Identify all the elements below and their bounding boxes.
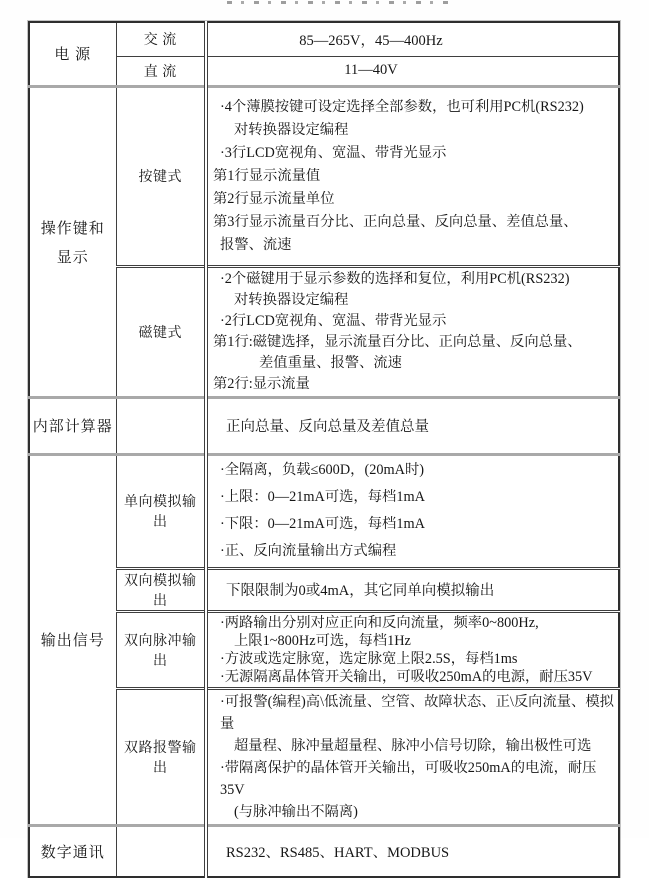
- subtype-cell-calculator-empty: [116, 397, 206, 454]
- spec-line: ·无源隔离晶体管开关输出，可吸收250mA的电源，耐压35V: [220, 668, 593, 685]
- subtype-label-ac: 交 流: [143, 33, 177, 49]
- category-cell-output: [29, 454, 116, 825]
- spec-line: 第1行显示流量值: [213, 167, 321, 184]
- value-ac: 85—265V，45—400Hz: [299, 32, 443, 49]
- spec-line: 上限1~800Hz可选，每档1Hz: [234, 632, 411, 649]
- category-cell-operation: [29, 86, 116, 397]
- spec-line: ·2行LCD宽视角、宽温、带背光显示: [220, 312, 447, 329]
- category-cell-calculator: [29, 397, 116, 454]
- magnetic-description: [209, 269, 617, 395]
- subtype-cell-alarm-dual: [116, 688, 206, 825]
- subtype-cell-analog-dual: [116, 568, 206, 611]
- category-label-comm: 数字通讯: [40, 844, 105, 861]
- subtype-cell-ac: [116, 22, 206, 56]
- subtype-label-alarm-dual: 双路报警输出: [124, 740, 197, 776]
- value-cell-analog-single: [206, 454, 619, 568]
- value-cell-analog-dual: [206, 568, 619, 611]
- spec-table: [28, 21, 620, 878]
- value-analog-dual: 下限限制为0或4mA，其它同单向模拟输出: [226, 583, 495, 599]
- comm-row: [29, 825, 619, 877]
- operation-magnetic-row: [29, 266, 619, 397]
- spec-line: 第3行显示流量百分比、正向总量、反向总量、差值总量、: [213, 213, 578, 230]
- subtype-cell-analog-single: [116, 454, 206, 568]
- spec-line: ·带隔离保护的晶体管开关输出，可吸收250mA的电流，耐压35V: [220, 759, 597, 798]
- spec-line: ·3行LCD宽视角、宽温、带背光显示: [220, 144, 447, 161]
- spec-line: ·方波或选定脉宽，选定脉宽上限2.5S，每档1ms: [220, 650, 518, 667]
- output-analog-single-row: [29, 454, 619, 568]
- subtype-label-analog-dual: 双向模拟输出: [124, 573, 197, 609]
- value-cell-pulse-dual: [206, 611, 619, 688]
- calculator-row: [29, 397, 619, 454]
- spec-line: ·2个磁键用于显示参数的选择和复位，利用PC机(RS232): [220, 270, 570, 287]
- spec-line: 第2行显示流量单位: [213, 190, 335, 207]
- value-cell-magnetic: [206, 266, 619, 397]
- spec-line: 对转换器设定编程: [234, 121, 349, 138]
- spec-line: 差值重量、报警、流速: [259, 354, 402, 371]
- operation-button-row: [29, 86, 619, 266]
- value-cell-calculator: [206, 397, 619, 454]
- spec-line: ·4个薄膜按键可设定选择全部参数，也可利用PC机(RS232): [220, 98, 584, 115]
- pulse-dual-description: [209, 614, 617, 686]
- value-calculator: 正向总量、反向总量及差值总量: [226, 419, 429, 435]
- spec-line: 第2行:显示流量: [213, 375, 310, 392]
- value-dc: 11—40V: [344, 62, 398, 78]
- category-label-operation-line2: 显示: [56, 249, 89, 266]
- spec-line: ·上限：0—21mA可选，每档1mA: [220, 489, 425, 505]
- subtype-cell-pulse-dual: [116, 611, 206, 688]
- spec-line: ·可报警(编程)高\低流量、空管、故障状态、正\反向流量、模拟量: [220, 693, 614, 732]
- subtype-cell-magnetic: [116, 266, 206, 397]
- subtype-cell-dc: [116, 56, 206, 86]
- spec-line: ·两路输出分别对应正向和反向流量，频率0~800Hz,: [220, 614, 539, 631]
- value-cell-comm: [206, 825, 619, 877]
- spec-line: 第1行:磁键选择，显示流量百分比、正向总量、反向总量、: [213, 333, 582, 350]
- subtype-label-button: 按键式: [138, 170, 182, 185]
- value-comm: RS232、RS485、HART、MODBUS: [226, 844, 450, 861]
- spec-line: ·全隔离，负载≤600D，(20mA时): [220, 462, 425, 478]
- button-description: [209, 96, 617, 257]
- power-dc-row: [29, 56, 619, 86]
- category-label-power: 电 源: [54, 47, 92, 64]
- category-label-calculator: 内部计算器: [32, 419, 113, 435]
- category-label-output: 输出信号: [40, 633, 105, 649]
- subtype-label-pulse-dual: 双向脉冲输出: [124, 633, 197, 669]
- subtype-label-analog-single: 单向模拟输出: [124, 495, 197, 530]
- category-cell-comm: [29, 825, 116, 877]
- spec-line: 超量程、脉冲量超量程、脉冲小信号切除，输出极性可选: [234, 737, 592, 754]
- spec-line: 对转换器设定编程: [234, 291, 349, 308]
- output-alarm-dual-row: [29, 688, 619, 825]
- subtype-label-magnetic: 磁键式: [138, 325, 182, 341]
- alarm-dual-description: [209, 691, 617, 823]
- category-label-operation-line1: 操作键和: [40, 220, 105, 237]
- value-cell-alarm-dual: [206, 688, 619, 825]
- output-analog-dual-row: [29, 568, 619, 611]
- value-cell-dc: [206, 56, 619, 86]
- subtype-label-dc: 直 流: [143, 64, 177, 80]
- subtype-cell-comm-empty: [116, 825, 206, 877]
- value-cell-ac: [206, 22, 619, 56]
- category-cell-power: [29, 22, 116, 86]
- output-pulse-dual-row: [29, 611, 619, 688]
- spec-line: ·正、反向流量输出方式编程: [220, 543, 397, 559]
- subtype-cell-button: [116, 86, 206, 266]
- value-cell-button: [206, 86, 619, 266]
- spec-line: (与脉冲输出不隔离): [234, 803, 358, 820]
- spec-line: ·下限：0—21mA可选，每档1mA: [220, 516, 425, 532]
- power-ac-row: [29, 22, 619, 56]
- spec-line: 报警、流速: [220, 236, 292, 253]
- analog-single-description: [209, 457, 617, 565]
- cropped-text-fragment: [227, 1, 457, 4]
